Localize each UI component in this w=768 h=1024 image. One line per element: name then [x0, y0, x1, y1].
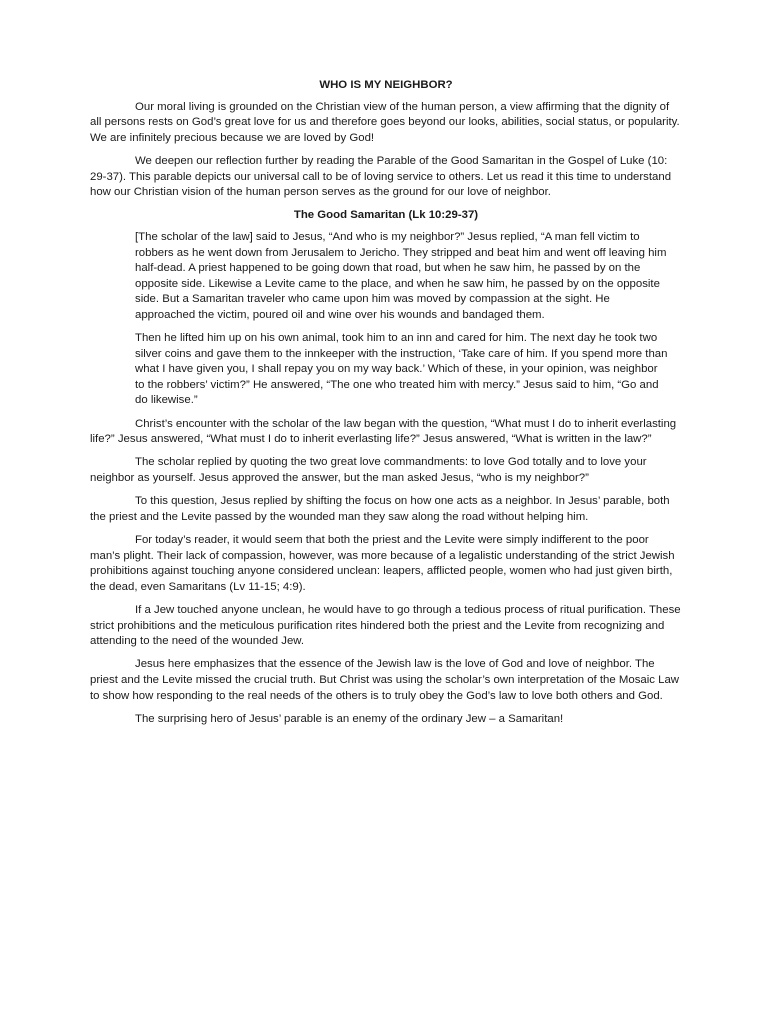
quote-paragraph-1: [The scholar of the law] said to Jesus, “And who is my neighbor?” Jesus replied, “A man fell victim to robbers as he went down from Jerusalem to Jericho. They stripped and beat him and went off leaving him half-dead. A priest happened to be going down that road, but when he saw him, he passed by on the opposite side. Likewise a Levite came to the place, and when he saw him, he passed by on the opposite side. But a Samaritan traveler who came upon him was moved by compassion at the sight. He approached the victim, poured oil and wine over his wounds and bandaged them.	[135, 230, 667, 321]
body-paragraph-7: The surprising hero of Jesus’ parable is an enemy of the ordinary Jew – a Samaritan!	[135, 712, 564, 725]
body-paragraph-2: The scholar replied by quoting the two great love commandments: to love God totally and to love your neighbor as yourself. Jesus approved the answer, but the man asked Jesus, “who is my neighbor?”	[90, 456, 647, 485]
document-title: WHO IS MY NEIGHBOR?	[319, 79, 453, 91]
intro-paragraph-2: We deepen our reflection further by reading the Parable of the Good Samaritan in the Gospel of Luke (10: 29-37). This parable depicts our universal call to be of loving service to others. Let us read it this time to understand how our Christian vision of the human person serves as the ground for our love of neighbor.	[90, 154, 672, 199]
intro-paragraph-1: Our moral living is grounded on the Christian view of the human person, a view affirming that the dignity of all persons rests on God’s great love for us and therefore goes beyond our looks, abilities, social status, or popularity. We are infinitely precious because we are loved by God!	[90, 100, 680, 144]
section-title: The Good Samaritan (Lk 10:29-37)	[293, 209, 479, 222]
document-page	[90, 78, 682, 735]
body-paragraph-1: Christ’s encounter with the scholar of the law began with the question, “What must I do to inherit everlasting life?” Jesus answered, “What must I do to inherit everlasting life?” Jesus answered, “What is written in the law?”	[90, 417, 677, 446]
body-paragraph-6: Jesus here emphasizes that the essence of the Jewish law is the love of God and love of neighbor. The priest and the Levite missed the crucial truth. But Christ was using the scholar’s own interpretation of the Mosaic Law to show how responding to the real needs of the others is to truly obey the God’s law to love both others and God.	[90, 658, 680, 702]
body-paragraph-3: To this question, Jesus replied by shifting the focus on how one acts as a neighbor. In Jesus’ parable, both the priest and the Levite passed by the wounded man they saw along the road without helping him.	[90, 495, 670, 523]
body-paragraph-5: If a Jew touched anyone unclean, he would have to go through a tedious process of ritual purification. These strict prohibitions and the meticulous purification rites hindered both the priest and the Levite from recognizing and attending to the need of the wounded Jew.	[90, 603, 681, 648]
body-paragraph-4: For today’s reader, it would seem that both the priest and the Levite were simply indifferent to the poor man’s plight. Their lack of compassion, however, was more because of a legalistic understanding of the strict Jewish prohibitions against touching anyone considered unclean: leapers, afflicted people, women who had just given birth, the dead, even Samaritans (Lv 11-15; 4:9).	[90, 534, 675, 593]
quote-paragraph-2: Then he lifted him up on his own animal, took him to an inn and cared for him. The next day he took two silver coins and gave them to the innkeeper with the instruction, ‘Take care of him. If you spend more than what I have given you, I shall repay you on my way back.’ Which of these, in your opinion, was neighbor to the robbers’ victim?” He answered, “The one who treated him with mercy.” Jesus said to him, “Go and do likewise.”	[135, 332, 668, 407]
